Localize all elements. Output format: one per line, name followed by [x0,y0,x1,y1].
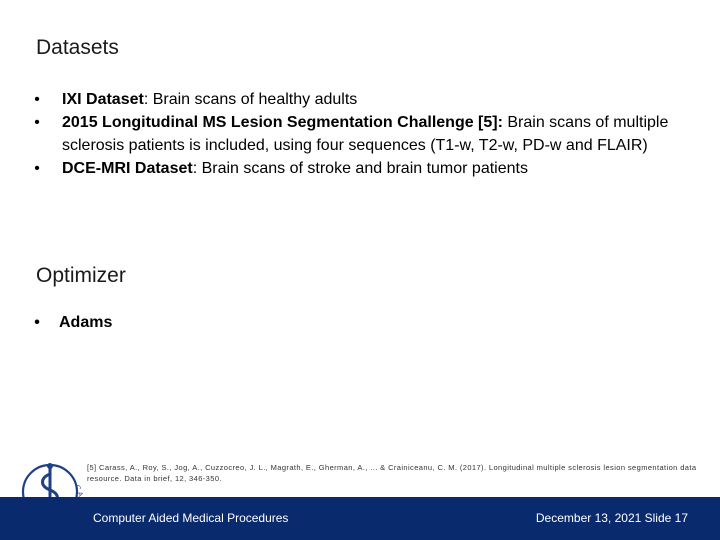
reference-note: [5] Carass, A., Roy, S., Jog, A., Cuzzocreo, J. L., Magrath, E., Gherman, A., ... & Crainiceanu, C. M. (2017). Longitudinal multiple sclerosis lesion segmentation data resource. Data in brief, 12, 346-350. [87,463,697,483]
footer-bar [0,497,720,540]
dataset-description: Brain scans of multiple sclerosis patients is included, using four sequences (T1-w, T2-w, PD-w and FLAIR) [62,114,669,154]
optimizer-list [30,311,112,334]
optimizer-heading: Optimizer [36,264,126,287]
list-item [30,88,690,111]
list-item [30,157,690,180]
dataset-description: : Brain scans of stroke and brain tumor patients [192,160,528,177]
bullet-icon: • [34,91,40,108]
bullet-icon: • [34,160,40,177]
dataset-name: IXI Dataset [62,91,144,108]
datasets-heading: Datasets [36,36,119,59]
list-item [30,111,690,157]
bullet-icon: • [34,114,40,131]
list-item [30,311,112,334]
dataset-name: 2015 Longitudinal MS Lesion Segmentation Challenge [5]: [62,114,503,131]
footer-date-slide: December 13, 2021 Slide 17 [535,511,688,525]
datasets-list [30,88,690,180]
dataset-name: DCE-MRI Dataset [62,160,193,177]
dataset-description: : Brain scans of healthy adults [143,91,358,108]
footer-institution: Computer Aided Medical Procedures [93,511,289,525]
optimizer-name: Adams [59,314,113,331]
bullet-icon: • [34,314,40,331]
